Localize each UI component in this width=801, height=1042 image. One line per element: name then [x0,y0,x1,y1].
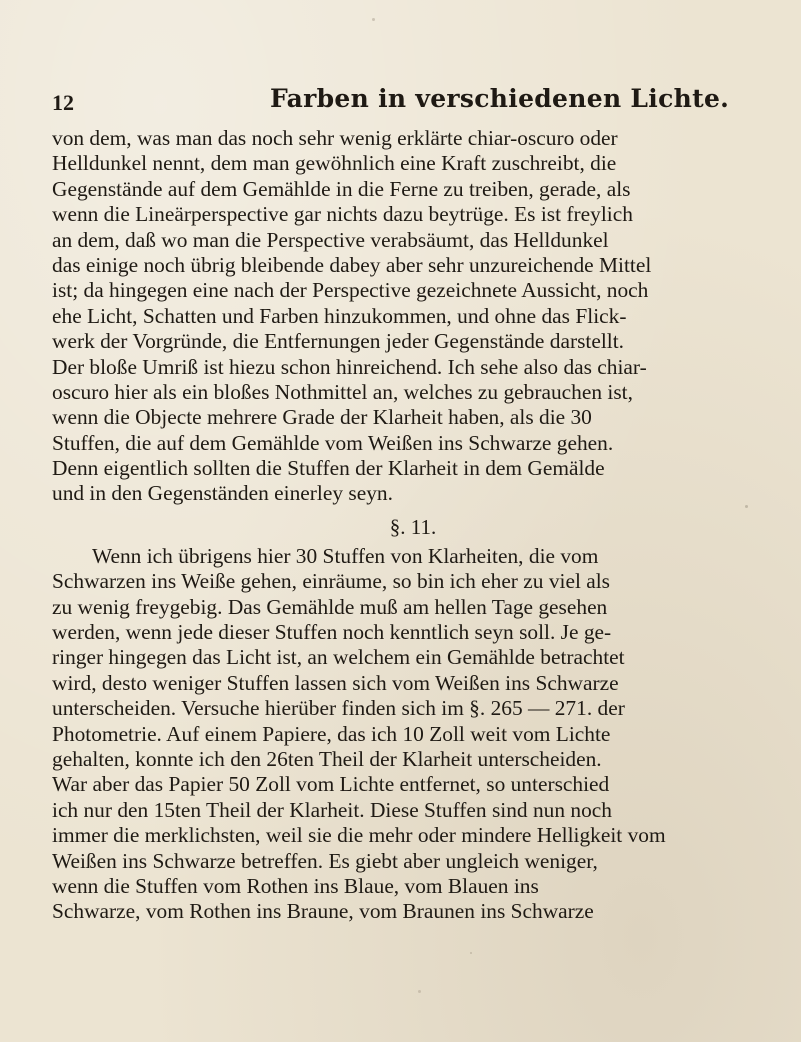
section-heading: §. 11. [389,514,437,539]
text-line: unterscheiden. Versuche hierüber finden sich im §. 265 — 271. der [52,696,625,721]
paragraph-2 [52,544,774,925]
text-line: Schwarzen ins Weiße gehen, einräume, so bin ich eher zu viel als [52,569,611,594]
paper-speck [745,505,748,508]
text-line: von dem, was man das noch sehr wenig erklärte chiar-oscuro oder [52,126,618,150]
text-line: wenn die Objecte mehrere Grade der Klarheit haben, als die 30 [52,405,592,430]
text-line: und in den Gegenständen einerley seyn. [52,481,393,506]
text-line: an dem, daß wo man die Perspective verabsäumt, das Helldunkel [52,227,609,252]
paragraph-1 [52,126,774,507]
text-line: werden, wenn jede dieser Stuffen noch kenntlich seyn soll. Je ge- [52,620,612,645]
text-line: zu wenig freygebig. Das Gemählde muß am hellen Tage gesehen [52,594,608,619]
text-line: War aber das Papier 50 Zoll vom Lichte entfernet, so unterschied [52,772,610,797]
running-title: Farben in verschiedenen Lichte. [270,84,730,113]
paper-speck [470,952,472,954]
page-number: 12 [52,90,74,115]
page-header [52,84,772,118]
text-line: immer die merklichsten, weil sie die mehr oder mindere Helligkeit vom [52,823,666,848]
text-line: das einige noch übrig bleibende dabey aber sehr unzureichende Mittel [52,252,652,277]
paper-speck [418,990,421,993]
text-line: Der bloße Umriß ist hiezu schon hinreichend. Ich sehe also das chiar- [52,354,647,379]
text-line: gehalten, konnte ich den 26ten Theil der Klarheit unterscheiden. [52,746,602,771]
text-line: ringer hingegen das Licht ist, an welchem ein Gemählde betrachtet [52,645,625,670]
text-line: Gegenstände auf dem Gemählde in die Ferne zu treiben, gerade, als [52,176,631,201]
text-line: wenn die Stuffen vom Rothen ins Blaue, vom Blauen ins [52,873,539,898]
text-line: wenn die Lineärperspective gar nichts dazu beytrüge. Es ist freylich [52,202,633,227]
text-line: Schwarze, vom Rothen ins Braune, vom Braunen ins Schwarze [52,899,594,924]
text-line: Weißen ins Schwarze betreffen. Es giebt aber ungleich weniger, [52,848,598,873]
text-line: oscuro hier als ein bloßes Nothmittel an, welches zu gebrauchen ist, [52,379,633,404]
text-line: wird, desto weniger Stuffen lassen sich vom Weißen ins Schwarze [52,670,619,695]
text-line: Photometrie. Auf einem Papiere, das ich 10 Zoll weit vom Lichte [52,721,611,746]
text-line: ist; da hingegen eine nach der Perspective gezeichnete Aussicht, noch [52,278,649,303]
text-line: ehe Licht, Schatten und Farben hinzukommen, und ohne das Flick- [52,303,627,328]
text-line: Wenn ich übrigens hier 30 Stuffen von Klarheiten, die vom [92,543,599,568]
text-line: Helldunkel nennt, dem man gewöhnlich eine Kraft zuschreibt, die [52,151,617,176]
text-line: ich nur den 15ten Theil der Klarheit. Diese Stuffen sind nun noch [52,797,612,822]
paper-speck [372,18,375,21]
text-line: Stuffen, die auf dem Gemählde vom Weißen ins Schwarze gehen. [52,430,614,455]
body-text [52,126,774,925]
text-line: werk der Vorgründe, die Entfernungen jeder Gegenstände darstellt. [52,329,625,354]
text-line: Denn eigentlich sollten die Stuffen der Klarheit in dem Gemälde [52,456,605,481]
